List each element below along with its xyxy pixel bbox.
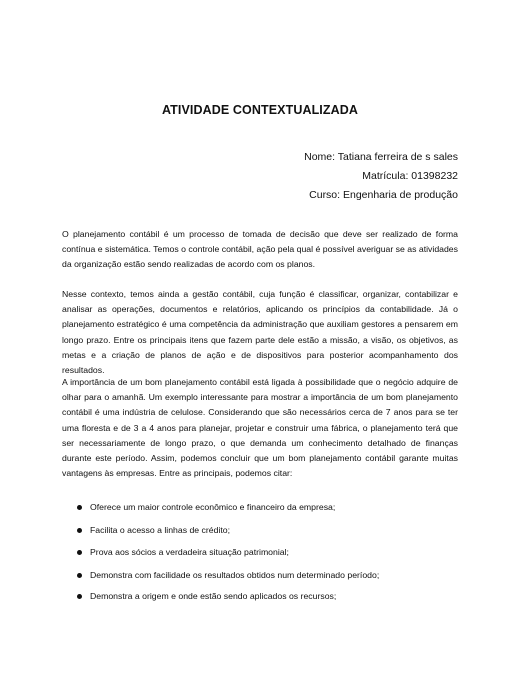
student-name: Nome: Tatiana ferreira de s sales [304, 151, 458, 163]
list-item-text: Demonstra com facilidade os resultados obtidos num determinado período; [90, 569, 380, 580]
bullet-icon [77, 550, 82, 555]
bullet-icon [77, 505, 82, 510]
course-name: Curso: Engenharia de produção [309, 189, 458, 201]
list-item [62, 546, 458, 560]
list-item [62, 569, 458, 583]
list-item-text: Prova aos sócios a verdadeira situação patrimonial; [90, 547, 289, 557]
paragraph-planejamento: O planejamento contábil é um processo de tomada de decisão que deve ser realizado de forma contínua e sistemática. Temos o controle contábil, ação pela qual é possível averiguar se as atividades da organização estão sendo realizadas de acordo com os planos. [62, 229, 458, 270]
list-item-text: Oferece um maior controle econômico e financeiro da empresa; [90, 502, 336, 512]
paragraph-gestao: Nesse contexto, temos ainda a gestão contábil, cuja função é classificar, organizar, contabilizar e analisar as operações, documentos e relatórios, aplicando os princípios da contabilidade. Já o planejamento estratégico é uma competência da administração que auxiliam gestores a pensarem em longo prazo. Entre os principais itens que fazem parte dele estão a missão, a visão, os objetivos, as metas e a criação de planos de ação e de dispositivos para posterior acompanhamento dos resultados. [62, 289, 458, 376]
bullet-icon [77, 528, 82, 533]
registration-number: Matrícula: 01398232 [362, 170, 458, 182]
list-item [62, 524, 458, 538]
list-item [62, 501, 458, 515]
bullet-icon [77, 573, 82, 578]
document-title: ATIVIDADE CONTEXTUALIZADA [161, 103, 358, 117]
list-item-text: Facilita o acesso a linhas de crédito; [90, 524, 231, 535]
paragraph-importancia: A importância de um bom planejamento contábil está ligada à possibilidade que o negócio adquire de olhar para o amanhã. Um exemplo interessante para mostrar a importância de um bom planejamento contábil é uma indústria de celulose. Considerando que são necessários cerca de 7 anos para se ter uma floresta e de 3 a 4 anos para planejar, projetar e construir uma fábrica, o planejamento terá que ser necessariamente de longo prazo, o que demanda um conhecimento detalhado de finanças durante este período. Assim, podemos concluir que um bom planejamento contábil garante muitas vantagens às empresas. Entre as principais, podemos citar: [62, 377, 458, 479]
list-item [62, 590, 458, 604]
list-item-text: Demonstra a origem e onde estão sendo aplicados os recursos; [90, 591, 337, 601]
advantages-list [62, 501, 458, 613]
bullet-icon [77, 594, 82, 599]
